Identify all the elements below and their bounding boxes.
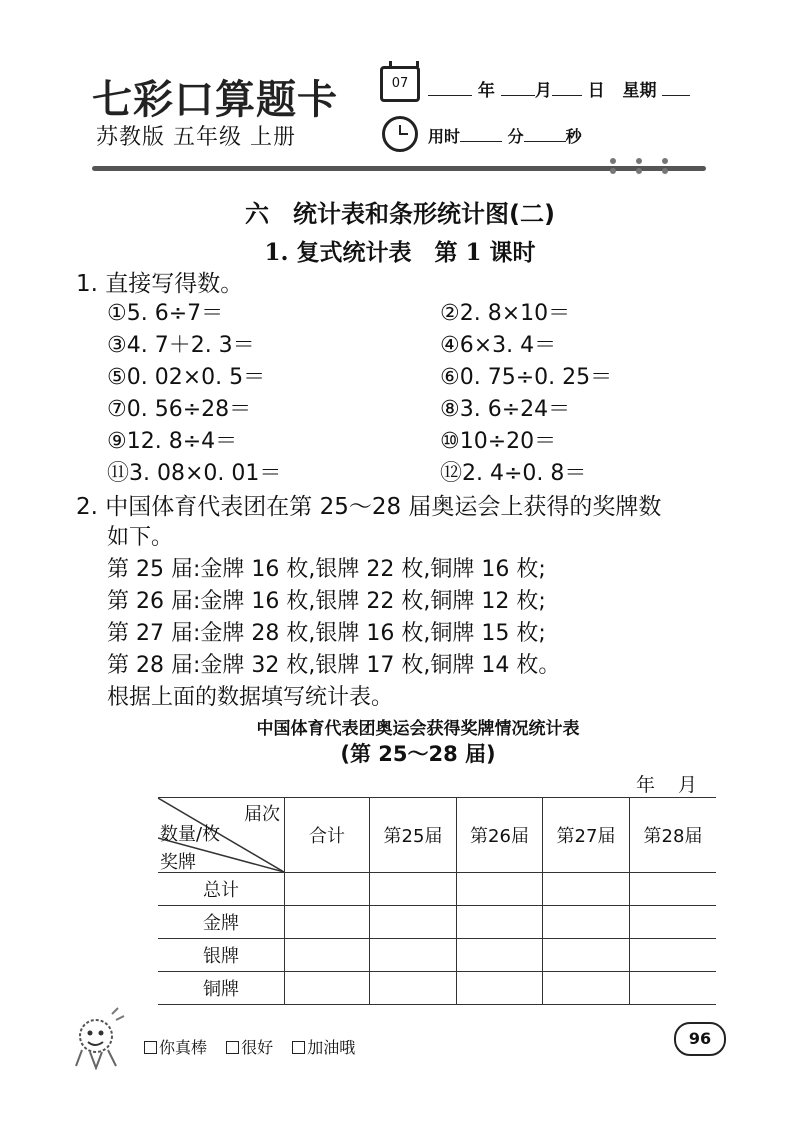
col-header: 第28届 <box>630 798 717 873</box>
time-fill-line <box>428 124 582 147</box>
brand-title: 七彩口算题卡 <box>92 76 338 123</box>
instruction: 根据上面的数据填写统计表。 <box>107 685 394 710</box>
year-blank[interactable] <box>428 81 472 96</box>
table-subtitle: (第 25～28 届) <box>340 742 496 766</box>
decor-dots <box>636 158 642 184</box>
table-cell[interactable] <box>457 873 543 906</box>
date-fill-line <box>428 76 690 101</box>
table-row <box>158 939 716 972</box>
table-cell[interactable] <box>543 972 630 1005</box>
table-cell[interactable] <box>630 972 717 1005</box>
decor-dots <box>662 158 668 184</box>
self-rating <box>144 1035 369 1058</box>
table-cell[interactable] <box>285 906 370 939</box>
year-label: 年 <box>477 81 495 101</box>
time-label: 用时 <box>428 127 461 146</box>
rating-label: 你真棒 <box>159 1038 208 1057</box>
seconds-label: 秒 <box>565 127 582 146</box>
checkbox-icon[interactable] <box>292 1041 305 1054</box>
data-line: 第 25 届:金牌 16 枚,银牌 22 枚,铜牌 16 枚; <box>107 557 546 582</box>
table-cell[interactable] <box>543 906 630 939</box>
day-label: 日 <box>587 81 605 101</box>
table-cell[interactable] <box>370 873 457 906</box>
table-cell[interactable] <box>457 906 543 939</box>
calc-item[interactable]: ⑦0. 56÷28＝ <box>107 397 252 422</box>
calc-item[interactable]: ⑫2. 4÷0. 8＝ <box>440 461 587 486</box>
table-cell[interactable] <box>285 972 370 1005</box>
clock-icon <box>382 116 418 152</box>
table-row <box>158 906 716 939</box>
col-header: 第27届 <box>543 798 630 873</box>
weekday-label: 星期 <box>622 81 657 101</box>
data-line: 第 28 届:金牌 32 枚,银牌 17 枚,铜牌 14 枚。 <box>107 653 561 678</box>
table-cell[interactable] <box>285 939 370 972</box>
table-year-month: 年 月 <box>636 774 700 796</box>
weekday-blank[interactable] <box>662 81 690 96</box>
checkbox-icon[interactable] <box>144 1041 157 1054</box>
data-line: 第 26 届:金牌 16 枚,银牌 22 枚,铜牌 12 枚; <box>107 589 546 614</box>
table-cell[interactable] <box>543 939 630 972</box>
day-blank[interactable] <box>552 81 582 96</box>
col-header: 合计 <box>285 798 370 873</box>
question-2-label-cont: 如下。 <box>107 525 174 550</box>
col-header: 第26届 <box>457 798 543 873</box>
minutes-blank[interactable] <box>460 127 502 142</box>
month-blank[interactable] <box>501 81 535 96</box>
table-title: 中国体育代表团奥运会获得奖牌情况统计表 <box>256 719 580 739</box>
minutes-label: 分 <box>507 127 524 146</box>
row-header: 总计 <box>158 873 285 906</box>
corner-label-medal: 奖牌 <box>160 852 196 873</box>
seconds-blank[interactable] <box>524 127 566 142</box>
calc-item[interactable]: ①5. 6÷7＝ <box>107 301 224 326</box>
question-1-label: 1. 直接写得数。 <box>76 271 244 297</box>
unit-title: 六 统计表和条形统计图(二) <box>245 200 555 228</box>
calc-item[interactable]: ⑨12. 8÷4＝ <box>107 429 238 454</box>
corner-label-session: 届次 <box>244 804 280 825</box>
calc-item[interactable]: ⑪3. 08×0. 01＝ <box>107 461 282 486</box>
mascot-icon <box>68 1006 128 1070</box>
calc-item[interactable]: ④6×3. 4＝ <box>440 333 557 358</box>
edition-label: 苏教版 五年级 上册 <box>96 125 296 150</box>
rating-option-great[interactable] <box>144 1038 207 1057</box>
table-cell[interactable] <box>457 939 543 972</box>
calendar-icon <box>380 66 420 102</box>
table-cell[interactable] <box>285 873 370 906</box>
row-header: 金牌 <box>158 906 285 939</box>
calendar-day: 07 <box>391 76 409 91</box>
table-cell[interactable] <box>370 939 457 972</box>
calc-item[interactable]: ⑩10÷20＝ <box>440 429 557 454</box>
row-header: 银牌 <box>158 939 285 972</box>
month-label: 月 <box>534 81 552 101</box>
table-cell[interactable] <box>370 906 457 939</box>
table-cell[interactable] <box>457 972 543 1005</box>
page-number: 96 <box>674 1022 726 1056</box>
rating-option-keep-going[interactable] <box>292 1038 355 1057</box>
table-cell[interactable] <box>370 972 457 1005</box>
corner-label-count: 数量/枚 <box>160 824 221 845</box>
medal-stats-table <box>158 797 716 1005</box>
checkbox-icon[interactable] <box>226 1041 239 1054</box>
rating-label: 很好 <box>241 1038 274 1057</box>
calc-item[interactable]: ③4. 7＋2. 3＝ <box>107 333 255 358</box>
col-header: 第25届 <box>370 798 457 873</box>
row-header: 铜牌 <box>158 972 285 1005</box>
rating-label: 加油哦 <box>307 1038 356 1057</box>
table-header-row <box>158 798 716 873</box>
table-cell[interactable] <box>630 906 717 939</box>
decor-dots <box>610 158 616 184</box>
question-2-label: 2. 中国体育代表团在第 25～28 届奥运会上获得的奖牌数 <box>76 494 662 520</box>
calc-item[interactable]: ⑤0. 02×0. 5＝ <box>107 365 266 390</box>
table-cell[interactable] <box>543 873 630 906</box>
data-line: 第 27 届:金牌 28 枚,银牌 16 枚,铜牌 15 枚; <box>107 621 546 646</box>
lesson-title: 1. 复式统计表 第 1 课时 <box>264 239 536 266</box>
table-corner-cell <box>158 798 285 873</box>
rating-option-good[interactable] <box>226 1038 273 1057</box>
calc-item[interactable]: ⑧3. 6÷24＝ <box>440 397 571 422</box>
table-row <box>158 972 716 1005</box>
table-cell[interactable] <box>630 939 717 972</box>
calc-item[interactable]: ②2. 8×10＝ <box>440 301 571 326</box>
table-row <box>158 873 716 906</box>
calc-item[interactable]: ⑥0. 75÷0. 25＝ <box>440 365 613 390</box>
table-cell[interactable] <box>630 873 717 906</box>
